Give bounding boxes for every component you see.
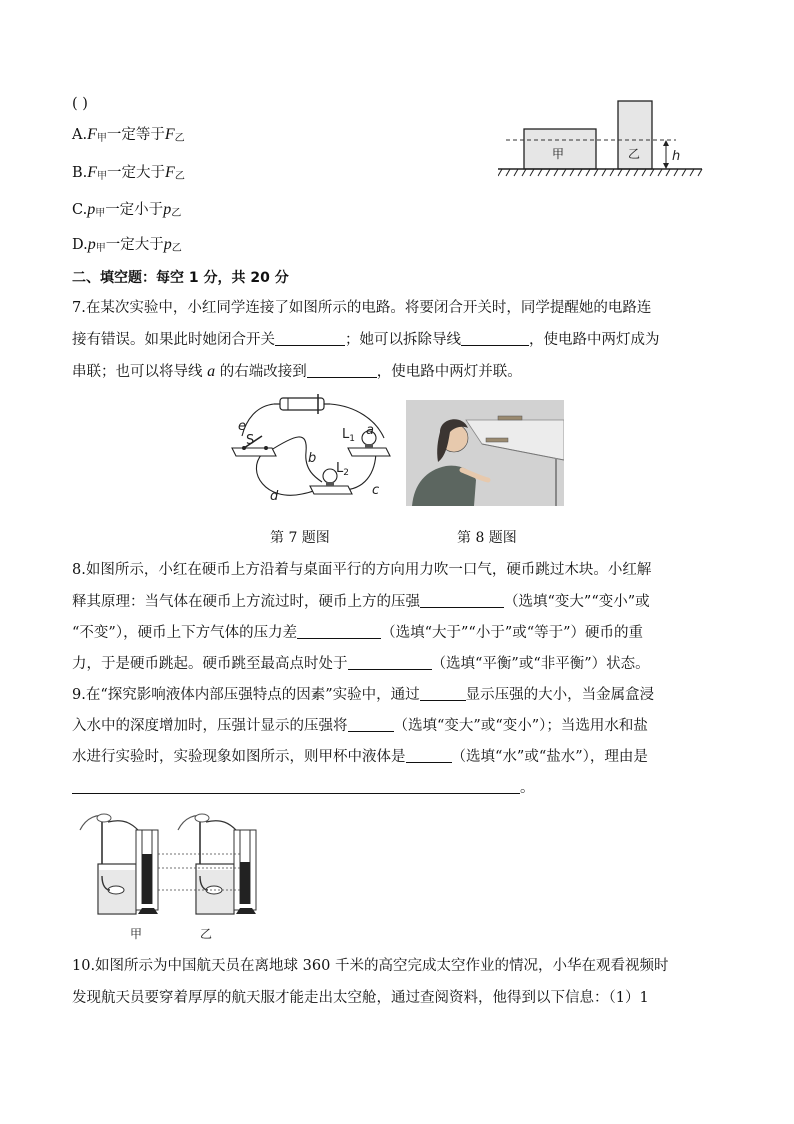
label-l2: $L_2$ bbox=[336, 461, 349, 478]
q9-pressure-figure bbox=[74, 804, 304, 946]
wooden-block bbox=[486, 438, 508, 442]
q9-line1: 9.在“探究影响液体内部压强特点的因素”实验中，通过 显示压强的大小，当金属盒浸 bbox=[72, 687, 655, 703]
q8-line1: 8.如图所示，小红在硬币上方沿着与桌面平行的方向用力吹一口气，硬币跳过木块。小红解 bbox=[72, 562, 652, 578]
q8-blank-1[interactable] bbox=[420, 592, 504, 608]
q7-blank-2[interactable] bbox=[461, 330, 529, 346]
lamp-l1 bbox=[348, 448, 390, 456]
wire-e bbox=[242, 404, 274, 436]
setup-jia bbox=[80, 814, 158, 941]
setup-yi bbox=[178, 814, 256, 941]
q9-blank-2[interactable] bbox=[348, 716, 394, 732]
q10-line1: 10.如图所示为中国航天员在离地球 360 千米的高空完成太空作业的情况，小华在观看视频时 bbox=[72, 958, 669, 974]
q8-blank-3[interactable] bbox=[348, 654, 432, 670]
label-e: e bbox=[238, 419, 246, 434]
label-c: c bbox=[372, 483, 380, 498]
q6-blocks-figure bbox=[498, 96, 708, 180]
q6-option-c[interactable]: $C.p_甲$一定小于$p_乙$ bbox=[72, 201, 182, 219]
q6-option-b[interactable]: $B.F_甲$一定大于$F_乙$ bbox=[72, 164, 185, 182]
q7-line1: 7.在某次实验中，小红同学连接了如图所示的电路。将要闭合开关时，同学提醒她的电路连 bbox=[72, 300, 652, 316]
q9-blank-4[interactable] bbox=[72, 778, 520, 794]
q8-illustration bbox=[406, 400, 564, 506]
label-a: a bbox=[366, 423, 374, 438]
label-b: b bbox=[308, 451, 317, 466]
label-jia: 甲 bbox=[130, 927, 143, 941]
q9-line2: 入水中的深度增加时，压强计显示的压强将 （选填“变大”或“变小”）；当选用水和盐 bbox=[72, 718, 648, 734]
q8-line2: 释其原理：当气体在硬币上方流过时，硬币上方的压强 （选填“变大”“变小”或 bbox=[72, 594, 650, 610]
q7-line3: 串联；也可以将导线 a 的右端改接到 ，使电路中两灯并联。 bbox=[72, 363, 522, 380]
section-heading: 二、填空题：每空 1 分，共 20 分 bbox=[72, 270, 289, 286]
label-yi: 乙 bbox=[200, 927, 213, 941]
q6-option-a[interactable]: $A.F_甲$一定等于$F_乙$ bbox=[72, 126, 185, 144]
q9-line3: 水进行实验时，实验现象如图所示，则甲杯中液体是 （选填“水”或“盐水”），理由是 bbox=[72, 749, 648, 765]
q6-bracket: ( ) bbox=[72, 96, 88, 112]
switch bbox=[232, 448, 276, 456]
q8-line3: “不变”），硬币上下方气体的压力差 （选填“大于”“小于”或“等于”）硬币的重 bbox=[72, 625, 644, 641]
q8-line4: 力，于是硬币跳起。硬币跳至最高点时处于 （选填“平衡”或“非平衡”）状态。 bbox=[72, 656, 650, 672]
q7-figure-caption: 第 7 题图 bbox=[270, 530, 330, 546]
q8-figure-caption: 第 8 题图 bbox=[457, 530, 517, 546]
q7-line2: 接有错误。如果此时她闭合开关 ；她可以拆除导线 ，使电路中两灯成为 bbox=[72, 332, 660, 348]
label-s: S bbox=[246, 433, 255, 448]
q10-line2: 发现航天员要穿着厚厚的航天服才能走出太空舱，通过查阅资料，他得到以下信息：（1）1 bbox=[72, 990, 649, 1006]
lamp-l2 bbox=[310, 486, 352, 494]
q6-option-d[interactable]: $D.p_甲$一定大于$p_乙$ bbox=[72, 236, 182, 254]
height-label: h bbox=[672, 149, 681, 164]
q7-blank-3[interactable] bbox=[307, 362, 377, 378]
label-d: d bbox=[270, 489, 279, 504]
q8-blank-2[interactable] bbox=[297, 623, 381, 639]
wire-a bbox=[330, 404, 384, 438]
q7-circuit-figure bbox=[226, 390, 396, 510]
block-yi-label: 乙 bbox=[628, 147, 641, 161]
block-jia-label: 甲 bbox=[552, 147, 565, 161]
q9-blank-3[interactable] bbox=[406, 747, 452, 763]
q9-blank-1[interactable] bbox=[420, 685, 466, 701]
ground-hatch bbox=[498, 169, 702, 176]
q7-blank-1[interactable] bbox=[275, 330, 345, 346]
label-l1: $L_1$ bbox=[342, 427, 355, 444]
q9-line4: 。 bbox=[72, 778, 535, 798]
